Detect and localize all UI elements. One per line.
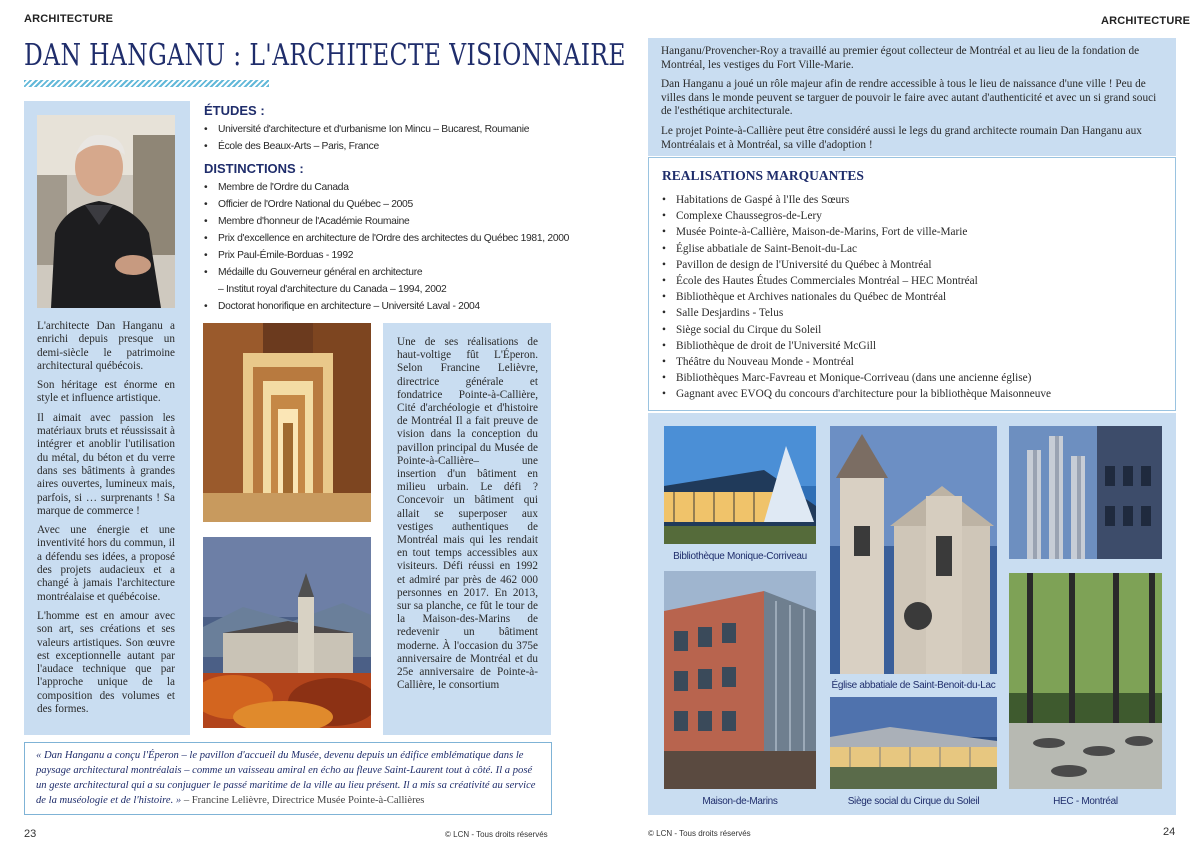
title-underline — [24, 80, 269, 87]
quote — [36, 748, 544, 808]
bio-paragraph: Il aimait avec passion les matériaux bruts et réussissait à intégrer et anoblir l'utilisation du métal, du béton et du verre dans ses bâtiments à grandes aires ouvertes, lumineux mais, parfois, si … surprenants ! Sa marque de commerce ! — [37, 411, 175, 517]
list-item: • Doctorat honorifique en architecture – Université Laval - 2004 — [204, 298, 564, 315]
list-item: • Bibliothèque de droit de l'Université McGill — [662, 338, 1167, 354]
realisations-list — [662, 192, 1167, 403]
list-item: • Musée Pointe-à-Callière, Maison-de-Marins, Fort de ville-Marie — [662, 224, 1167, 240]
list-item: • Bibliothèque et Archives nationales du Québec de Montréal — [662, 289, 1167, 305]
list-item: • Siège social du Cirque du Soleil — [662, 322, 1167, 338]
list-item: • Prix d'excellence en architecture de l'Ordre des architectes du Québec 1981, 2000 — [204, 230, 564, 247]
hec-interior-photo — [1009, 573, 1162, 789]
hec-exterior-photo — [1009, 426, 1162, 559]
copyright-right: © LCN - Tous droits réservés — [648, 829, 751, 838]
caption-hec: HEC - Montréal — [1053, 796, 1118, 807]
caption-cirque: Siège social du Cirque du Soleil — [847, 796, 980, 807]
bio-paragraph: L'architecte Dan Hanganu a enrichi depuis presque un demi-siècle le patrimoine architectural québécois. — [37, 320, 175, 372]
realisations-heading: REALISATIONS MARQUANTES — [662, 168, 864, 183]
caption-bibliotheque: Bibliothèque Monique-Corriveau — [673, 551, 807, 562]
intro-paragraph: Le projet Pointe-à-Callière peut être considéré aussi le legs du grand architecte roumain Dan Hanganu aux Montréalais et à Montréal, sa ville d'adoption ! — [661, 124, 1142, 151]
intro-text — [661, 45, 1165, 158]
eperon-text: Une de ses réalisations de haut-voltige fût L'Éperon. Selon Francine Lelièvre, directrice générale et fondatrice Pointe-à-Callière, Cité d'archéologie et d'histoire de Montréal Il a fait preuve de vision dans la conception du pavillon principal du Musée de Pointe-à-Callière– une insertion d'un bâtiment en milieu urbain. Le défi ? Concevoir un bâtiment qui allait se superposer aux vestiges authentiques de Montréal mais qui les rendait en tout temps accessibles aux visiteurs. Défi réussi en 1992 et admiré par près de 462 000 personnes en 2017. En 2013, sur sa planche, ce fût le tour de la Maison-des-Marins de redevenir un bâtiment moderne. À l'occasion du 375e anniversaire de Montréal et du 25e anniversaire de Pointe-à-Callière, le consortium — [397, 336, 538, 692]
cirque-du-soleil-photo — [830, 697, 997, 789]
saint-benoit-photo — [203, 537, 371, 728]
bio-text — [37, 320, 175, 722]
list-item: • Bibliothèques Marc-Favreau et Monique-Corriveau (dans une ancienne église) — [662, 370, 1167, 386]
bio-paragraph: Avec une énergie et une inventivité hors du commun, il a défendu ses idées, a proposé des projets audacieux et a changé à jamais l'architecture montréalaise et québécoise. — [37, 524, 175, 603]
intro-paragraph: Dan Hanganu a joué un rôle majeur afin de rendre accessible à tous le lieu de naissance d'une ville ! Peu de villes dans le monde peuvent se targuer de pouvoir le faire avec autant d'authenticité et avec un si grand souci de l'esthétique architecturale. — [661, 78, 1157, 118]
section-tag-left: ARCHITECTURE — [24, 13, 114, 25]
page-number-right: 24 — [1163, 826, 1176, 838]
bio-paragraph: Son héritage est énorme en style et influence artistique. — [37, 379, 175, 405]
etudes-list — [204, 121, 564, 155]
eglise-photo — [830, 426, 997, 674]
list-item: • Prix Paul-Émile-Borduas - 1992 — [204, 247, 564, 264]
list-item: • Membre d'honneur de l'Académie Roumaine — [204, 213, 564, 230]
maison-de-marins-photo — [664, 571, 816, 789]
caption-maison: Maison-de-Marins — [702, 796, 778, 807]
credentials-block — [204, 103, 570, 321]
caption-eglise: Église abbatiale de Saint-Benoit-du-Lac — [831, 680, 996, 691]
list-item: • Membre de l'Ordre du Canada — [204, 179, 564, 196]
page-number-left: 23 — [24, 828, 37, 840]
list-item: • Université d'architecture et d'urbanisme Ion Mincu – Bucarest, Roumanie — [204, 121, 564, 138]
eperon-interior-photo — [203, 323, 371, 522]
list-item: • École des Beaux-Arts – Paris, France — [204, 138, 564, 155]
quote-author: – Francine Lelièvre, Directrice Musée Pointe-à-Callières — [181, 795, 425, 806]
quote-body: « Dan Hanganu a conçu l'Éperon – le pavillon d'accueil du Musée, devenu depuis un édifice emblématique dans le paysage architectural montréalais – comme un vaisseau amiral en écho au fleuve Saint-Laurent tout à côté. Il a posé un geste architectural qui a su conjuguer le passé maritime de la ville au lieu présent. Il a mis sa créativité au service de la muséologie et de l'histoire. » — [36, 750, 536, 806]
copyright-left: © LCN - Tous droits réservés — [445, 830, 548, 839]
list-item: • Pavillon de design de l'Université du Québec à Montréal — [662, 257, 1167, 273]
list-item: • École des Hautes Études Commerciales Montréal – HEC Montréal — [662, 273, 1167, 289]
etudes-heading: ÉTUDES : — [204, 103, 265, 118]
list-item: • Salle Desjardins - Telus — [662, 305, 1167, 321]
section-tag-right: ARCHITECTURE — [1101, 15, 1191, 27]
distinctions-list — [204, 179, 570, 315]
bibliotheque-photo — [664, 426, 816, 544]
list-item: • Habitations de Gaspé à l'Ile des Sœurs — [662, 192, 1167, 208]
list-item: • Complexe Chaussegros-de-Lery — [662, 208, 1167, 224]
list-item: • Théâtre du Nouveau Monde - Montréal — [662, 354, 1167, 370]
portrait-photo — [37, 115, 175, 308]
bio-paragraph: L'homme est en amour avec son art, ses créations et ses valeurs artistiques. Son œuvre est exceptionnelle autant par l'audace technique que par l'approche unique de la composition des volumes et des formes. — [37, 609, 175, 716]
distinctions-heading: DISTINCTIONS : — [204, 161, 304, 176]
list-item: • Gagnant avec EVOQ du concours d'architecture pour la bibliothèque Maisonneuve — [662, 386, 1167, 402]
intro-paragraph: Hanganu/Provencher-Roy a travaillé au premier égout collecteur de Montréal et au lieu de la fondation de Montréal, les vestiges du Fort Ville-Marie. — [661, 45, 1140, 71]
list-item: • Médaille du Gouverneur général en architecture — [204, 264, 564, 281]
list-item-continued: – Institut royal d'architecture du Canada – 1994, 2002 — [218, 284, 447, 295]
list-item: • Église abbatiale de Saint-Benoit-du-Lac — [662, 241, 1167, 257]
list-item: • Officier de l'Ordre National du Québec – 2005 — [204, 196, 564, 213]
page-title: DAN HANGANU : L'ARCHITECTE VISIONNAIRE — [24, 38, 626, 73]
